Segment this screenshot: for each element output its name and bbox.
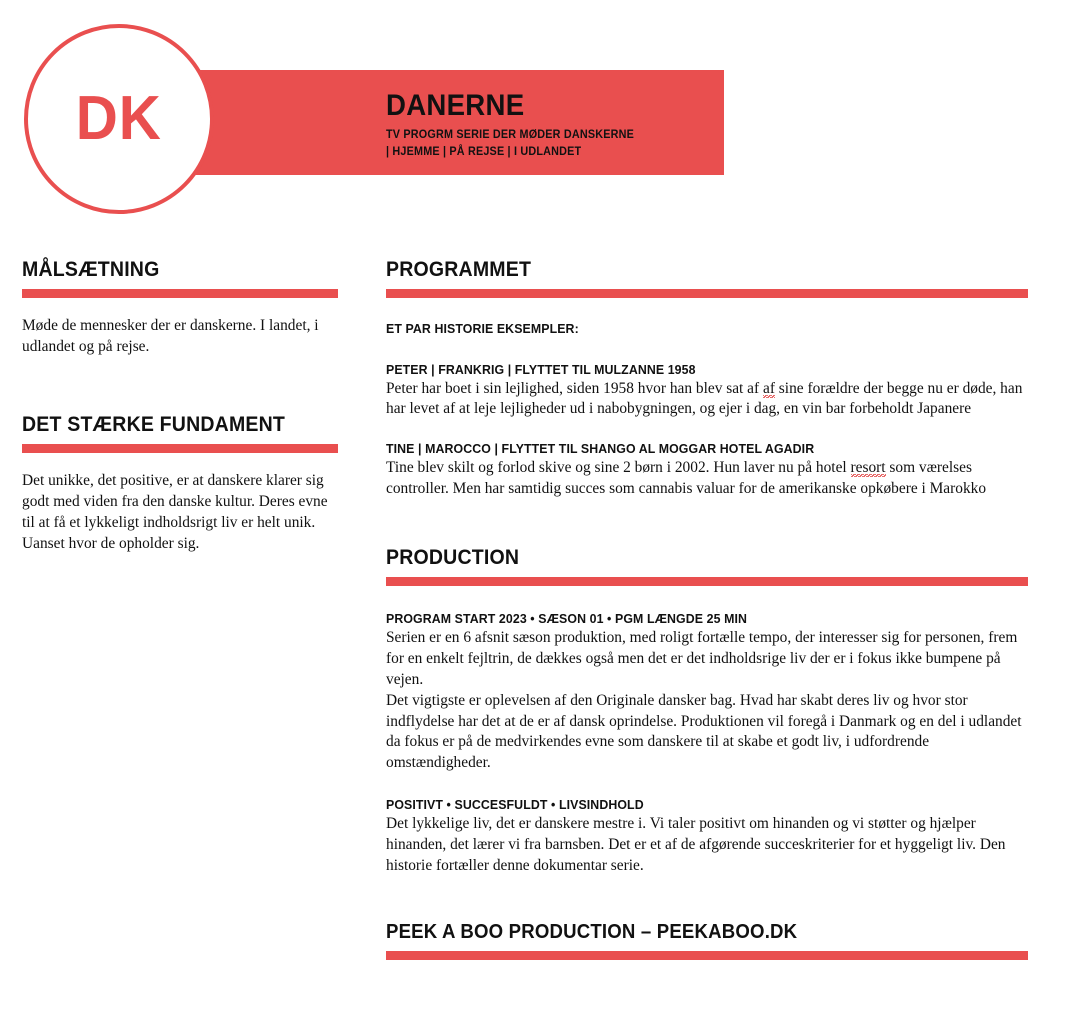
section-rule (386, 951, 1028, 960)
section-rule (22, 289, 338, 298)
story-body-part-2: sine forældre der begge nu er døde, han har levet af at leje lejligheder ud i nabobygningen, og ejer i dag, en vin bar forbeholdt Japanere (386, 379, 1023, 418)
production-paragraph-2: Det vigtigste er oplevelsen af den Originale dansker bag. Hvad har skabt deres liv og hvor stor indflydelse har det at de er af dansk oprindelse. Produktionen vil foregå i Danmark og en del i udlandet da fokus er på de medvirkendes evne som danskere til at skabe et godt liv, i udfordrende omstændigheder. (386, 691, 1022, 772)
section-det-staerke-fundament (22, 413, 338, 555)
section-footer (386, 921, 1028, 960)
production-paragraph-1: Serien er en 6 afsnit sæson produktion, med roligt fortælle tempo, der interesser sig for personen, frem for en enkelt fejltrin, de dækkes også men det er det indholdsrige liv der er i fokus ikke bumpene på vejen. (386, 628, 1018, 688)
section-maalsaetning (22, 258, 338, 357)
header-subtitle-line-2: | HJEMME | PÅ REJSE | I UDLANDET (386, 146, 582, 159)
section-rule (22, 444, 338, 453)
positivt-heading: POSITIVT • SUCCESFULDT • LIVSINDHOLD (386, 797, 644, 813)
story-heading-tine: TINE | MAROCCO | FLYTTET TIL SHANGO AL MOGGAR HOTEL AGADIR (386, 441, 815, 457)
section-body-fundament: Det unikke, det positive, er at danskere klarer sig godt med viden fra den danske kultur. Deres evne til at få et lykkeligt indholdsrigt liv er helt unik. Uanset hvor de opholder sig. (22, 471, 328, 553)
story-body-tine (386, 458, 1028, 500)
header-subtitle-line-1: TV PROGRM SERIE DER MØDER DANSKERNE (386, 128, 635, 141)
story-body-part-1: Peter har boet i sin lejlighed, siden 1958 hvor han blev sat af (386, 379, 763, 397)
logo-circle-dk (24, 24, 214, 214)
section-rule (386, 289, 1028, 298)
right-column (386, 258, 1028, 960)
section-rule (386, 577, 1028, 586)
header-text-block (386, 90, 716, 162)
section-programmet (386, 258, 1028, 500)
section-title-maalsaetning: MÅLSÆTNING (22, 258, 160, 281)
story-item (386, 441, 1028, 500)
document-header (0, 0, 1072, 240)
section-production (386, 546, 1028, 877)
story-body-part-2: som værelses controller. Men har samtidig succes som cannabis valuar for de amerikanske opkøbere i Marokko (386, 459, 987, 498)
column-spacer (386, 500, 1028, 546)
story-item (386, 362, 1028, 421)
positivt-body: Det lykkelige liv, det er danskere mestre i. Vi taler positivt om hinanden og vi støtter og hjælper hinanden, det lærer vi fra barnsben. Det er et af de afgørende succeskriterier for et hyggeligt liv. Den historie fortæller denne dokumentar serie. (386, 815, 1006, 875)
story-body-part-1: Tine blev skilt og forlod skive og sine 2 børn i 2002. Hun laver nu på hotel (386, 459, 851, 477)
section-title-production: PRODUCTION (386, 546, 520, 570)
section-title-fundament: DET STÆRKE FUNDAMENT (22, 413, 286, 437)
page-title: DANERNE (386, 89, 525, 122)
header-subtitle (386, 127, 696, 163)
story-body-peter (386, 379, 1028, 421)
section-title-programmet: PROGRAMMET (386, 258, 532, 281)
spellcheck-word: resort (850, 459, 886, 477)
logo-text: DK (75, 84, 163, 153)
column-spacer (22, 357, 338, 413)
footer-title: PEEK A BOO PRODUCTION – PEEKABOO.DK (386, 921, 798, 944)
section-body-maalsaetning: Møde de mennesker der er danskerne. I landet, i udlandet og på rejse. (22, 316, 319, 355)
left-column (22, 258, 338, 555)
story-heading-peter: PETER | FRANKRIG | FLYTTET TIL MULZANNE 1958 (386, 361, 696, 377)
production-meta-line: PROGRAM START 2023 • SÆSON 01 • PGM LÆNGDE 25 MIN (386, 610, 747, 626)
examples-label: ET PAR HISTORIE EKSEMPLER: (386, 320, 579, 336)
spellcheck-word: af (762, 379, 775, 397)
